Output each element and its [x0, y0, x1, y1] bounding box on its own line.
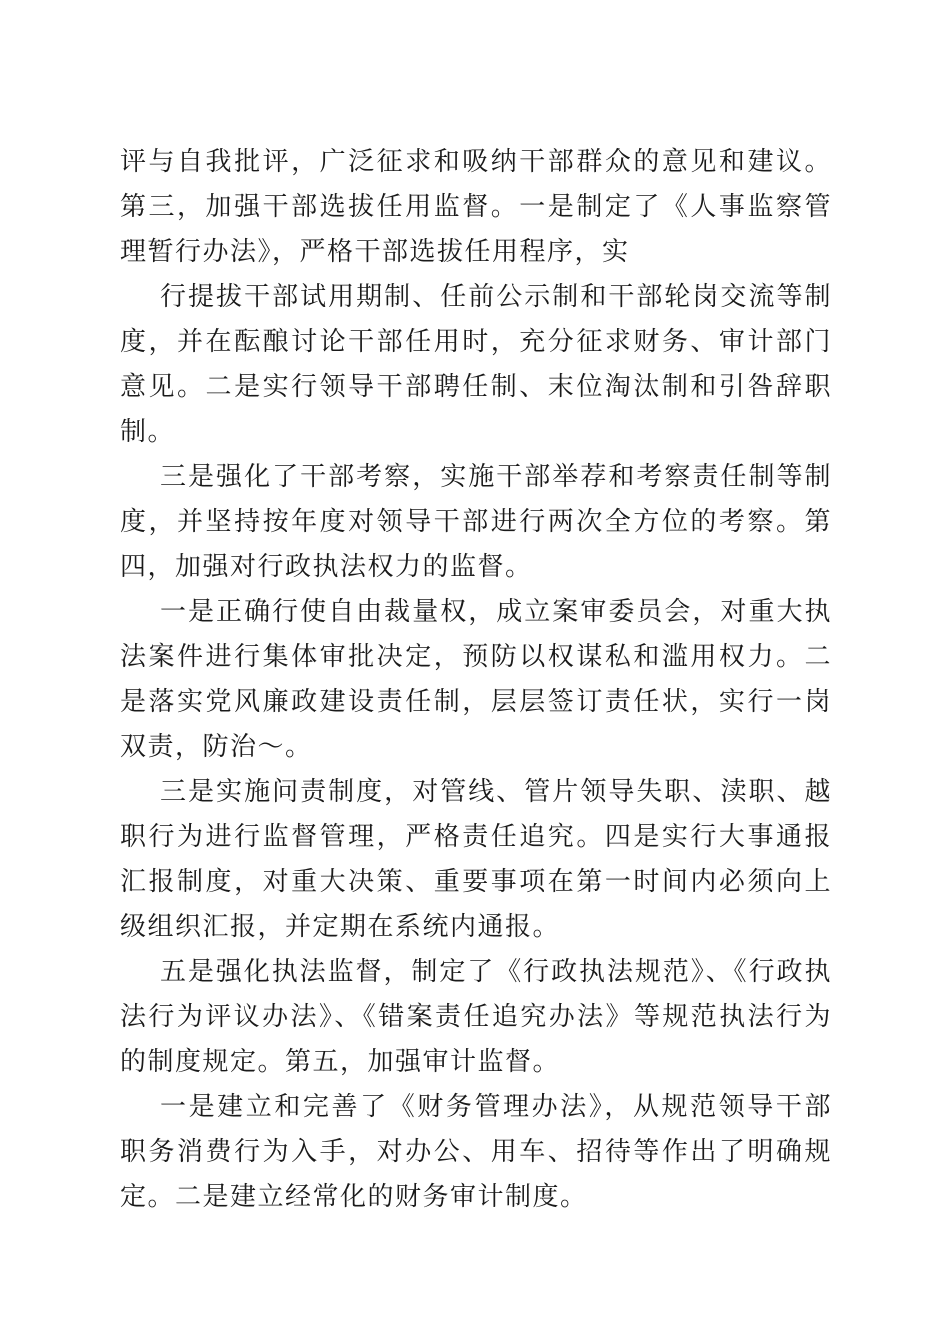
paragraph-1: 评与自我批评，广泛征求和吸纳干部群众的意见和建议。第三，加强干部选拔任用监督。一是制定了《人事监察管理暂行办法》，严格干部选拔任用程序，实	[120, 147, 832, 267]
document-body	[120, 140, 832, 1220]
paragraph-7: 一是建立和完善了《财务管理办法》，从规范领导干部职务消费行为入手，对办公、用车、招待等作出了明确规定。二是建立经常化的财务审计制度。	[120, 1092, 832, 1212]
paragraph-2: 行提拔干部试用期制、任前公示制和干部轮岗交流等制度，并在酝酿讨论干部任用时，充分征求财务、审计部门意见。二是实行领导干部聘任制、末位淘汰制和引咎辞职制。	[120, 282, 832, 447]
paragraph-6: 五是强化执法监督，制定了《行政执法规范》、《行政执法行为评议办法》、《错案责任追究办法》等规范执法行为的制度规定。第五，加强审计监督。	[120, 957, 832, 1077]
paragraph-3: 三是强化了干部考察，实施干部举荐和考察责任制等制度，并坚持按年度对领导干部进行两次全方位的考察。第四，加强对行政执法权力的监督。	[120, 462, 832, 582]
paragraph-5: 三是实施问责制度，对管线、管片领导失职、渎职、越职行为进行监督管理，严格责任追究。四是实行大事通报汇报制度，对重大决策、重要事项在第一时间内必须向上级组织汇报，并定期在系统内通报。	[120, 777, 832, 942]
paragraph-4: 一是正确行使自由裁量权，成立案审委员会，对重大执法案件进行集体审批决定，预防以权谋私和滥用权力。二是落实党风廉政建设责任制，层层签订责任状，实行一岗双责，防治～。	[120, 597, 832, 762]
